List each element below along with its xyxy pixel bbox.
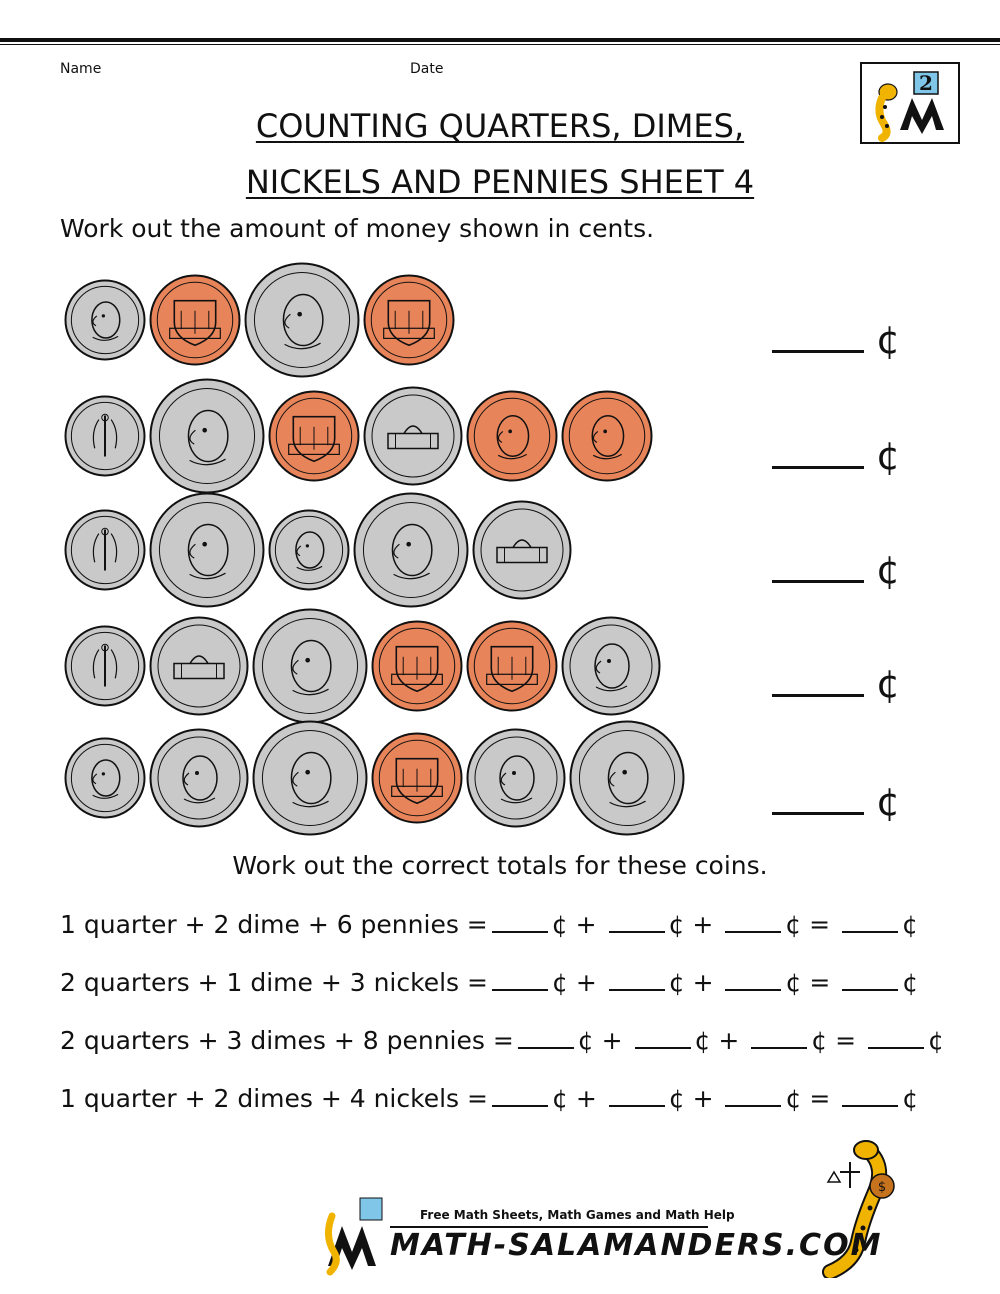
dime-coin-icon <box>64 625 146 711</box>
answer-line[interactable] <box>725 971 781 991</box>
answer-line[interactable] <box>751 1029 807 1049</box>
answer-blank-3[interactable] <box>772 550 912 590</box>
title-line-2: NICKELS AND PENNIES SHEET 4 <box>245 163 755 201</box>
footer-site-link[interactable]: MATH-SALAMANDERS.COM <box>390 1228 883 1263</box>
cent-sign: ¢ <box>668 1084 685 1113</box>
logo-number: 2 <box>919 71 933 95</box>
penny-coin-icon <box>371 732 463 828</box>
dime-coin-icon <box>64 737 146 823</box>
cent-sign: ¢ <box>785 968 802 997</box>
quarter-coin-icon <box>353 492 469 612</box>
problem-row-3 <box>60 1026 944 1055</box>
cent-sign: ¢ <box>902 910 918 939</box>
equals-sign: = <box>801 910 838 939</box>
plus-sign: + <box>567 1084 605 1113</box>
plus-sign: + <box>593 1026 631 1055</box>
cent-sign: ¢ <box>876 434 901 478</box>
answer-line[interactable] <box>609 913 665 933</box>
problem-text: 1 quarter + 2 dime + 6 pennies = <box>60 910 488 939</box>
footer-tagline: Free Math Sheets, Math Games and Math Help <box>420 1208 735 1222</box>
name-label: Name <box>60 61 102 77</box>
plus-sign: + <box>684 1084 722 1113</box>
problem-row-1 <box>60 910 918 939</box>
answer-line[interactable] <box>492 971 548 991</box>
cent-sign: ¢ <box>785 910 802 939</box>
nickel-coin-icon <box>149 728 249 832</box>
answer-line[interactable] <box>842 971 898 991</box>
problem-text: 1 quarter + 2 dimes + 4 nickels = <box>60 1084 488 1113</box>
penny-coin-icon <box>371 620 463 716</box>
section2-heading: Work out the correct totals for these coins. <box>232 851 768 880</box>
answer-line[interactable] <box>492 913 548 933</box>
answer-line[interactable] <box>772 320 864 353</box>
answer-line[interactable] <box>868 1029 924 1049</box>
answer-blank-4[interactable] <box>772 664 912 704</box>
nickel-coin-icon <box>466 728 566 832</box>
cent-sign: ¢ <box>876 662 901 706</box>
problem-row-2 <box>60 968 918 997</box>
problem-row-4 <box>60 1084 918 1113</box>
problem-text: 2 quarters + 3 dimes + 8 pennies = <box>60 1026 514 1055</box>
cent-sign: ¢ <box>668 910 685 939</box>
penny-coin-icon <box>363 274 455 370</box>
answer-blank-1[interactable] <box>772 320 912 360</box>
cent-sign: ¢ <box>694 1026 711 1055</box>
answer-line[interactable] <box>772 550 864 583</box>
svg-text:$: $ <box>877 1180 887 1195</box>
answer-line[interactable] <box>492 1087 548 1107</box>
title-line-1: COUNTING QUARTERS, DIMES, <box>255 107 745 145</box>
cent-sign: ¢ <box>668 968 685 997</box>
answer-line[interactable] <box>635 1029 691 1049</box>
quarter-coin-icon <box>149 378 265 498</box>
top-rule <box>0 38 1000 42</box>
cent-sign: ¢ <box>785 1084 802 1113</box>
nickel-coin-icon <box>363 386 463 490</box>
cent-sign: ¢ <box>551 910 568 939</box>
penny-coin-icon <box>561 390 653 486</box>
dime-coin-icon <box>64 395 146 481</box>
cent-sign: ¢ <box>577 1026 594 1055</box>
date-label: Date <box>410 61 444 77</box>
nickel-coin-icon <box>149 616 249 720</box>
plus-sign: + <box>567 910 605 939</box>
instruction-text: Work out the amount of money shown in cents. <box>60 214 655 243</box>
problem-text: 2 quarters + 1 dime + 3 nickels = <box>60 968 488 997</box>
footer-logo <box>318 1196 388 1276</box>
answer-blank-2[interactable] <box>772 436 912 476</box>
nickel-coin-icon <box>561 616 661 720</box>
top-rule-thin <box>0 44 1000 45</box>
equals-sign: = <box>827 1026 865 1055</box>
answer-line[interactable] <box>518 1029 574 1049</box>
penny-coin-icon <box>466 620 558 716</box>
answer-line[interactable] <box>609 971 665 991</box>
nickel-coin-icon <box>472 500 572 604</box>
penny-coin-icon <box>149 274 241 370</box>
cent-sign: ¢ <box>902 968 919 997</box>
cent-sign: ¢ <box>551 968 568 997</box>
answer-line[interactable] <box>725 1087 781 1107</box>
answer-line[interactable] <box>725 913 781 933</box>
penny-coin-icon <box>268 390 360 486</box>
quarter-coin-icon <box>252 720 368 840</box>
quarter-coin-icon <box>252 608 368 728</box>
equals-sign: = <box>801 968 839 997</box>
cent-sign: ¢ <box>876 318 901 362</box>
plus-sign: + <box>710 1026 748 1055</box>
answer-line[interactable] <box>609 1087 665 1107</box>
quarter-coin-icon <box>244 262 360 382</box>
answer-line[interactable] <box>842 1087 898 1107</box>
cent-sign: ¢ <box>928 1026 944 1055</box>
answer-line[interactable] <box>842 913 898 933</box>
dime-coin-icon <box>64 509 146 595</box>
dime-coin-icon <box>268 509 350 595</box>
penny-coin-icon <box>466 390 558 486</box>
answer-line[interactable] <box>772 664 864 697</box>
cent-sign: ¢ <box>811 1026 828 1055</box>
dime-coin-icon <box>64 279 146 365</box>
plus-sign: + <box>684 968 722 997</box>
answer-blank-5[interactable] <box>772 782 912 822</box>
cent-sign: ¢ <box>551 1084 568 1113</box>
quarter-coin-icon <box>569 720 685 840</box>
plus-sign: + <box>684 910 722 939</box>
answer-line[interactable] <box>772 436 864 469</box>
answer-line[interactable] <box>772 782 864 815</box>
cent-sign: ¢ <box>876 780 901 824</box>
cent-sign: ¢ <box>902 1084 919 1113</box>
cent-sign: ¢ <box>876 548 901 592</box>
plus-sign: + <box>567 968 605 997</box>
equals-sign: = <box>801 1084 839 1113</box>
quarter-coin-icon <box>149 492 265 612</box>
